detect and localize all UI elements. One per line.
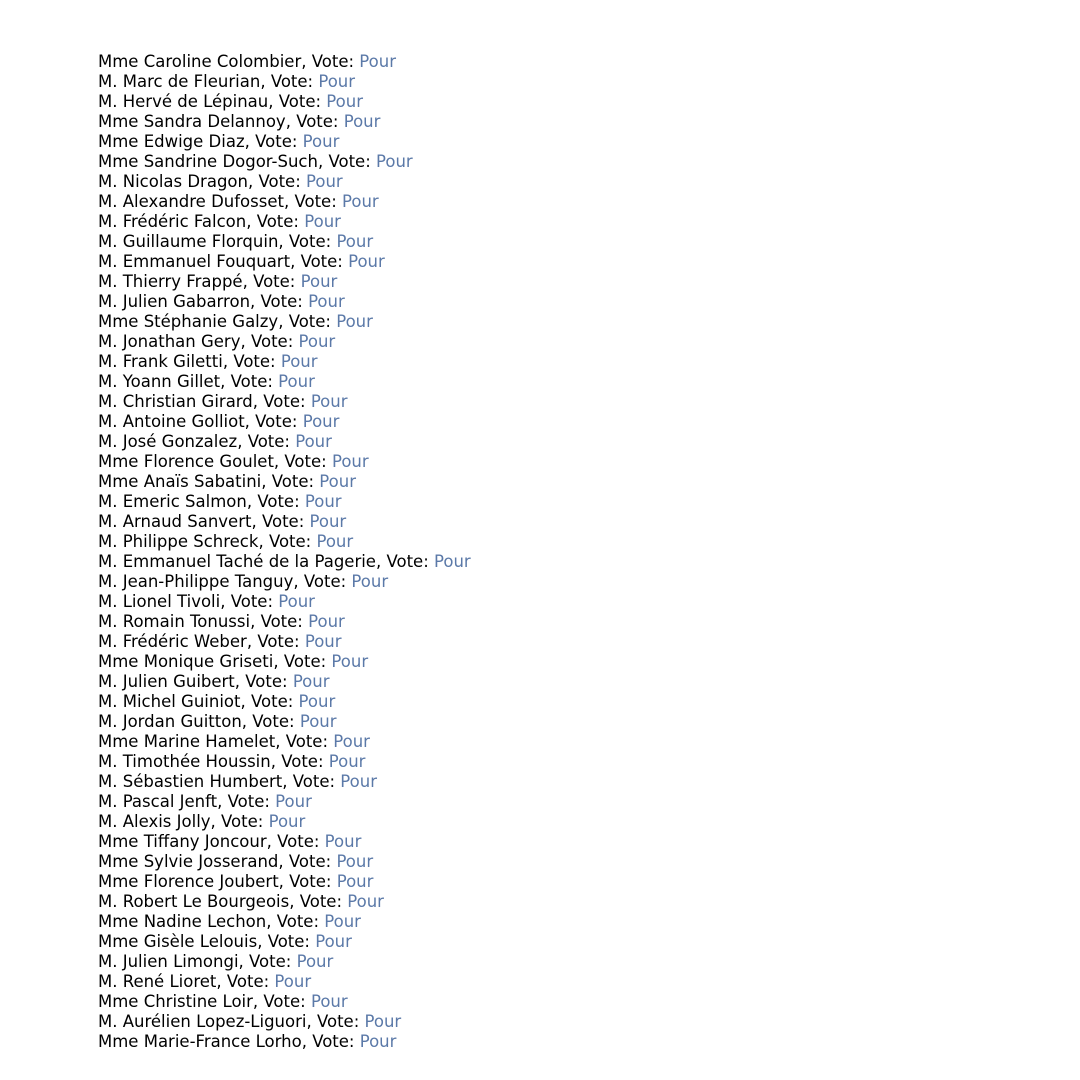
vote-row [98,732,471,752]
vote-value: Pour [304,632,342,651]
vote-row [98,692,471,712]
vote-value: Pour [299,712,337,731]
vote-value: Pour [308,292,345,311]
vote-row [98,292,471,312]
vote-value: Pour [310,992,348,1011]
vote-label: Vote: [250,332,294,351]
vote-row [98,532,471,552]
vote-row [98,952,471,972]
vote-label: Vote: [278,92,322,111]
deputy-name: M. Michel Guiniot [98,692,241,711]
separator: , [222,352,234,371]
separator: , [252,392,264,411]
vote-label: Vote: [328,152,371,171]
deputy-name: Mme Christine Loir [98,992,253,1011]
vote-value: Pour [295,432,332,451]
separator: , [290,252,301,271]
deputy-name: Mme Caroline Colombier [98,52,302,71]
vote-label: Vote: [311,52,355,71]
vote-value: Pour [336,852,374,871]
separator: , [217,792,228,811]
vote-label: Vote: [247,432,290,451]
deputy-name: M. Timothée Houssin [98,752,271,771]
deputy-name: Mme Anaïs Sabatini [98,472,262,491]
vote-value: Pour [296,952,334,971]
deputy-name: M. René Lioret [98,972,217,991]
vote-value: Pour [278,592,315,611]
vote-row [98,592,471,612]
separator: , [273,452,285,471]
separator: , [240,692,251,711]
separator: , [261,472,272,491]
vote-row [98,512,471,532]
deputy-name: M. Yoann Gillet [98,372,221,391]
vote-row [98,152,471,172]
vote-value: Pour [342,192,379,211]
vote-value: Pour [316,532,354,551]
separator: , [260,72,271,91]
deputy-name: M. Guillaume Florquin [98,232,279,251]
vote-value: Pour [302,412,340,431]
vote-label: Vote: [253,272,296,291]
deputy-name: M. Jonathan Gery [98,332,241,351]
vote-row [98,672,471,692]
vote-row [98,612,471,632]
deputy-name: Mme Nadine Lechon [98,912,267,931]
vote-label: Vote: [261,512,305,531]
vote-row [98,452,471,472]
vote-row [98,352,471,372]
vote-value: Pour [278,372,315,391]
vote-row [98,252,471,272]
vote-label: Vote: [312,1032,355,1051]
deputy-name: M. José Gonzalez [98,432,238,451]
separator: , [282,772,293,791]
separator: , [285,112,297,131]
deputy-name: M. Sébastien Humbert [98,772,283,791]
deputy-name: Mme Stéphanie Galzy [98,312,279,331]
separator: , [216,972,227,991]
deputy-name: M. Julien Gabarron [98,292,251,311]
deputy-name: M. Hervé de Lépinau [98,92,269,111]
vote-label: Vote: [300,252,343,271]
separator: , [268,92,279,111]
separator: , [210,812,222,831]
vote-value: Pour [318,72,356,91]
deputy-name: M. Emmanuel Taché de la Pagerie [98,552,376,571]
vote-label: Vote: [267,932,310,951]
vote-value: Pour [274,972,312,991]
deputy-name: Mme Florence Joubert [98,872,279,891]
vote-label: Vote: [316,1012,360,1031]
vote-row [98,232,471,252]
vote-row [98,712,471,732]
vote-row [98,912,471,932]
vote-label: Vote: [257,632,300,651]
vote-label: Vote: [257,492,300,511]
separator: , [220,592,231,611]
vote-row [98,112,471,132]
vote-label: Vote: [256,212,299,231]
separator: , [278,312,289,331]
vote-value: Pour [328,752,366,771]
vote-value: Pour [359,1032,397,1051]
vote-label: Vote: [233,352,276,371]
separator: , [250,292,261,311]
vote-row [98,492,471,512]
deputy-name: M. Christian Girard [98,392,253,411]
deputy-name: M. Julien Guibert [98,672,235,691]
vote-label: Vote: [281,752,324,771]
deputy-name: Mme Tiffany Joncour [98,832,267,851]
vote-value: Pour [343,112,381,131]
deputy-name: M. Marc de Fleurian [98,72,261,91]
deputy-name: Mme Sandra Delannoy [98,112,286,131]
vote-label: Vote: [294,192,337,211]
vote-row [98,192,471,212]
vote-value: Pour [336,872,374,891]
vote-label: Vote: [289,872,332,891]
vote-label: Vote: [263,392,306,411]
separator: , [237,432,248,451]
vote-row [98,132,471,152]
vote-label: Vote: [226,972,270,991]
deputy-name: M. Lionel Tivoli [98,592,221,611]
vote-value: Pour [336,232,374,251]
vote-value: Pour [304,492,342,511]
vote-row [98,792,471,812]
vote-row [98,632,471,652]
deputy-name: M. Jean-Philippe Tanguy [98,572,294,591]
vote-value: Pour [347,892,384,911]
vote-row [98,212,471,232]
vote-label: Vote: [303,572,347,591]
separator: , [240,332,251,351]
deputy-name: M. Frédéric Weber [98,632,247,651]
vote-label: Vote: [245,672,288,691]
separator: , [375,552,387,571]
vote-label: Vote: [296,112,339,131]
separator: , [273,652,284,671]
vote-label: Vote: [283,652,327,671]
vote-label: Vote: [284,452,327,471]
vote-value: Pour [376,152,413,171]
vote-label: Vote: [230,592,274,611]
separator: , [317,152,329,171]
vote-value: Pour [336,312,373,331]
deputy-name: M. Romain Tonussi [98,612,251,631]
vote-value: Pour [333,732,370,751]
vote-label: Vote: [386,552,429,571]
separator: , [293,572,304,591]
separator: , [289,892,300,911]
vote-row [98,272,471,292]
vote-label: Vote: [252,712,295,731]
deputy-name: M. Frédéric Falcon [98,212,247,231]
vote-label: Vote: [270,72,314,91]
vote-row [98,332,471,352]
vote-value: Pour [268,812,306,831]
separator: , [246,632,258,651]
vote-value: Pour [348,252,385,271]
vote-label: Vote: [255,412,298,431]
vote-value: Pour [308,612,345,631]
vote-label: Vote: [276,912,319,931]
separator: , [275,732,286,751]
vote-row [98,752,471,772]
separator: , [278,232,289,251]
vote-label: Vote: [227,792,270,811]
vote-row [98,772,471,792]
deputy-name: Mme Gisèle Lelouis [98,932,258,951]
vote-value: Pour [331,652,369,671]
separator: , [278,872,290,891]
deputy-name: Mme Edwige Diaz [98,132,245,151]
vote-row [98,1012,471,1032]
deputy-name: M. Antoine Golliot [98,412,245,431]
vote-row [98,432,471,452]
vote-label: Vote: [268,532,312,551]
vote-label: Vote: [288,232,332,251]
separator: , [246,212,257,231]
vote-value: Pour [326,92,363,111]
deputy-name: M. Thierry Frappé [98,272,243,291]
deputy-name: M. Frank Giletti [98,352,223,371]
vote-value: Pour [434,552,471,571]
vote-value: Pour [306,172,343,191]
vote-row [98,552,471,572]
vote-row [98,72,471,92]
vote-row [98,372,471,392]
vote-label: Vote: [288,852,332,871]
vote-value: Pour [340,772,377,791]
vote-label: Vote: [292,772,336,791]
separator: , [278,852,289,871]
vote-value: Pour [302,132,340,151]
separator: , [244,412,256,431]
separator: , [241,712,253,731]
separator: , [301,1032,313,1051]
deputy-name: Mme Marine Hamelet [98,732,276,751]
vote-value: Pour [292,672,330,691]
vote-label: Vote: [285,732,329,751]
separator: , [251,512,262,531]
vote-row [98,872,471,892]
separator: , [238,952,250,971]
separator: , [244,132,256,151]
vote-label: Vote: [288,312,331,331]
vote-label: Vote: [251,692,294,711]
deputy-name: M. Emmanuel Fouquart [98,252,291,271]
vote-label: Vote: [263,992,306,1011]
separator: , [250,612,261,631]
vote-value: Pour [324,912,361,931]
vote-value: Pour [280,352,318,371]
deputy-name: M. Arnaud Sanvert [98,512,252,531]
vote-label: Vote: [258,172,301,191]
separator: , [306,1012,317,1031]
vote-row [98,652,471,672]
vote-value: Pour [364,1012,402,1031]
vote-row [98,992,471,1012]
vote-value: Pour [300,272,338,291]
vote-list [98,52,471,1052]
vote-value: Pour [298,332,336,351]
vote-label: Vote: [249,952,292,971]
vote-value: Pour [331,452,369,471]
vote-row [98,392,471,412]
vote-value: Pour [304,212,341,231]
deputy-name: M. Aurélien Lopez-Liguori [98,1012,307,1031]
separator: , [257,932,268,951]
vote-row [98,852,471,872]
vote-row [98,472,471,492]
deputy-name: M. Julien Limongi [98,952,239,971]
vote-row [98,892,471,912]
deputy-name: M. Alexandre Dufosset [98,192,284,211]
separator: , [220,372,231,391]
vote-value: Pour [359,52,396,71]
vote-value: Pour [315,932,352,951]
separator: , [252,992,264,1011]
deputy-name: Mme Sandrine Dogor-Such [98,152,318,171]
vote-row [98,312,471,332]
vote-row [98,972,471,992]
deputy-name: Mme Marie-France Lorho [98,1032,302,1051]
vote-row [98,172,471,192]
vote-label: Vote: [230,372,273,391]
separator: , [246,492,258,511]
vote-label: Vote: [277,832,320,851]
deputy-name: M. Pascal Jenft [98,792,218,811]
vote-row [98,1032,471,1052]
vote-row [98,832,471,852]
separator: , [242,272,254,291]
vote-value: Pour [298,692,336,711]
vote-label: Vote: [260,292,303,311]
separator: , [270,752,282,771]
separator: , [301,52,312,71]
deputy-name: M. Philippe Schreck [98,532,259,551]
vote-value: Pour [275,792,312,811]
deputy-name: M. Emeric Salmon [98,492,247,511]
vote-value: Pour [351,572,389,591]
vote-label: Vote: [299,892,343,911]
vote-value: Pour [309,512,347,531]
separator: , [258,532,269,551]
vote-label: Vote: [221,812,264,831]
deputy-name: Mme Monique Griseti [98,652,274,671]
vote-value: Pour [310,392,348,411]
vote-label: Vote: [271,472,315,491]
vote-row [98,932,471,952]
vote-label: Vote: [255,132,298,151]
separator: , [234,672,246,691]
separator: , [266,832,278,851]
deputy-name: M. Robert Le Bourgeois [98,892,290,911]
vote-row [98,412,471,432]
separator: , [266,912,277,931]
deputy-name: Mme Sylvie Josserand [98,852,279,871]
deputy-name: M. Nicolas Dragon [98,172,248,191]
separator: , [247,172,259,191]
deputy-name: Mme Florence Goulet [98,452,274,471]
deputy-name: M. Alexis Jolly [98,812,211,831]
deputy-name: M. Jordan Guitton [98,712,242,731]
separator: , [283,192,295,211]
vote-value: Pour [324,832,362,851]
vote-row [98,92,471,112]
vote-row [98,572,471,592]
vote-row [98,812,471,832]
vote-value: Pour [319,472,356,491]
vote-row [98,52,471,72]
vote-label: Vote: [260,612,303,631]
